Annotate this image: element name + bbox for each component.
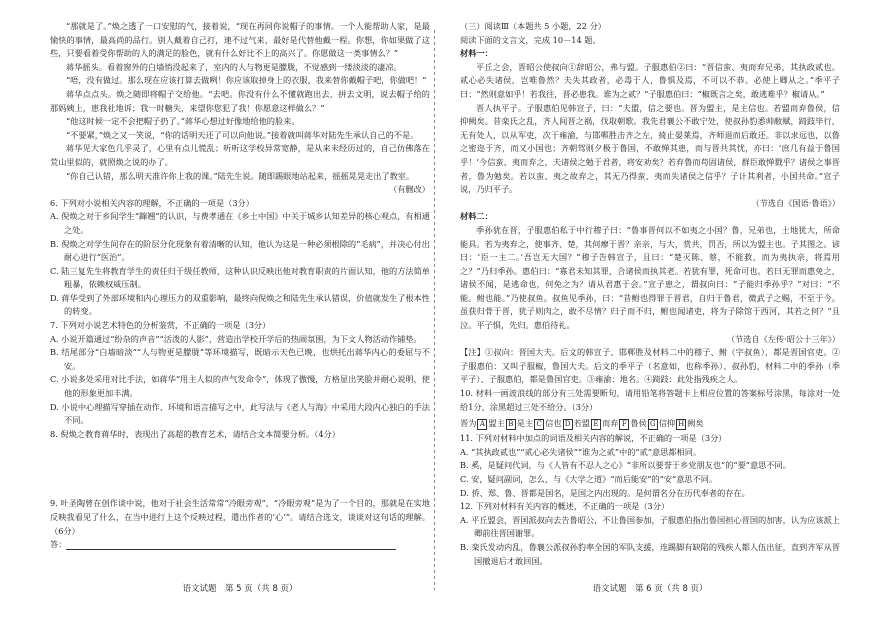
classical-paragraph: 季孙犹在晋，子服惠伯私于中行穆子曰：“鲁事晋何以不如夷之小国？鲁，兄弟也，土地犹大，所命能具。若为夷弃之，使事齐、楚，其何瘳于晋？亲亲，与大，赏共，罚否，所以为盟主也。子其图之。谚曰：‘臣一主二。’吾岂无大国？”穆子告韩宣子，且曰：“楚灭陈、蔡，不能救，而为夷执亲，将焉用之？”乃归季孙。惠伯曰：“寡君未知其罪，合诸侯而执其老。若犹有罪，死命可也。若曰无罪而惠免之，诸侯不闻，是逃命也，何免之为？请从君惠于会。”宣子患之，谓叔向曰：“子能归季孙乎？”对曰：“不能。鲋也能。”乃使叔鱼。叔鱼见季孙，曰：“昔鲋也得罪于晋君，自归于鲁君，微武子之赐，不至于今。虽获归骨于晋，犹子则肉之，敢不尽情？归子而不归，鲋也闻诸吏，将为子除馆于西河，其若之何？”且泣。平子惧，先归。惠伯待礼。 [460,224,840,331]
question-7: 7. 下列对小说艺术特色的分析鉴赏，不正确的一项是（3分） [50,320,271,331]
material-1-source: （节选自《国语·鲁语》） [751,197,840,208]
story-paragraph: 蒋华见大家色几乎灵了，心里有点儿慌乱；听听这学校异常宽静，是从来未经历过的，自己仿佛落在荒山里似的，就照焕之说的办了。 [50,143,430,167]
answer-box[interactable]: H [678,419,685,428]
question-6-options [50,210,430,319]
answer-box[interactable]: B [506,419,516,430]
option: A. 平丘盟会，晋国派叔向去告鲁昭公，不让鲁国参加，子服惠伯指出鲁国担心晋国的加害，认为应该派上卿前往晋国谢罪。 [460,514,840,539]
question-11-options [460,446,840,500]
sentence-fragment: 是主 [516,418,534,429]
question-7-options [50,333,430,428]
question-9: 9. 叶圣陶曾在创作谈中说，他对于社会生活常常“冷眼旁观”，“冷眼旁观”是为了一个目的，那就是在实地反映我看见了什么，在当中进行上这个反映过程，遣出作者的‘心’”。请结合选文，谈谈对这句话的理解。（6分） [50,498,430,536]
page-divider [434,30,435,590]
sentence-fragment: 若盟 [573,418,590,429]
left-page-footer: 语文试题 第 5 页（共 8 页） [182,584,298,594]
option: A. “其执政贰也”“贰心必失诸侯”“谁为之贰”中的“贰”意思都相同。 [460,446,702,457]
answer-label: 答： [50,539,67,550]
answer-box[interactable]: G [648,419,658,430]
story-text [50,20,430,183]
material-1-text [460,61,840,197]
option: A. 小说开篇通过“纷杂的声音”“活泼的人影”，营造出学校开学后的热闹氛围，为下文人物活动作铺垫。 [50,333,422,344]
sentence-fragment: 而弃 [601,418,619,429]
classical-paragraph: 晋人执平子。子服惠伯见韩宣子，曰：“夫盟，信之要也。晋为盟主，是主信也。若盟而弃鲁侯，信抑阙矣。昔栾氏之乱，齐人间晋之祸，伐取朝歌。我先君襄公不敢宁处，使叔孙豹悉帅敝赋，踦跂毕行，无有处人，以从军吏，次于雍渝，与邯郸胜击齐之左，掎止晏莱焉，齐师退而后敢还。非以求远也，以鲁之密迩于齐，而又小国也；齐朝驾则夕极于鲁国，不敢惮其患，而与晋共其忧，亦曰：‘庶几有益于鲁国乎！’今信蛮、夷而弃之，夫诸侯之勉于君者，将安劝矣？若弃鲁而苟固诸侯，群臣敢惮戮乎？诸侯之事晋者，鲁为勉矣。若以蛮、夷之故弃之，其无乃得蛮、夷而失诸侯之信乎？子计其利者，小国共命。”宣子说，乃归平子。 [460,102,840,195]
question-12: 12. 下列对材料有关内容的概述，不正确的一项是（3分） [460,501,670,512]
answer-box[interactable]: E [591,419,601,430]
option: D. 蒋华受到了外部环境和内心理压力的双重影响，最终向倪焕之和陆先生承认错误，价值就发生了根本性的转变。 [50,292,430,317]
option: A. 倪焕之对于乡间学生“蹿翘”的认识，与费孝通在《乡土中国》中关于城乡认知差异的核心观点，有相通之处。 [50,211,430,235]
sentence-fragment: 鲁侯 [630,418,647,429]
option: B. 栾氏发动内乱，鲁襄公派叔孙豹率全国的军队支援，连踢脚有缺陷的残疾人都人伍出征，直到齐军从晋国撤退后才敢回国。 [460,541,840,566]
story-paragraph: “那就是了。”焕之透了一口安慰的气，接着说，“现在再同你说帽子的事情。一个人能帮助人家，是最愉快的事情，最高尚的品行。别人戴着自己打，速不过气来，最好是代替他戴一程。你想，你如果做了这些，只要看着受你帮助的人的满足的脸色，就有什么好比不上的高兴了。你愿做这一类事情么？” [50,21,430,59]
left-page [50,20,430,590]
answer-box[interactable]: C [534,419,544,430]
annotation-note: 【注】①叔向：晋国大夫。后文的韩宣子、邯郸胜及材料二中的穆子、鲋（字叔鱼），都是晋国官吏。②子服惠伯：又叫子服椒，鲁国大夫。后文的季平子（名意如，也称季孙）、叔孙豹，材料二中的季孙（季平子）、子服惠伯，都是鲁国官吏。③雍渝：地名。④踦跂：此处指残疾之人。 [460,347,840,385]
option: D. 侨、郑、鲁、晋都是国名，是国之内出现的。是何谓名分在历代奉者的存在。 [460,487,750,498]
option: C. 小说多处采用对比手法，如蒋华“用主人似的声气发命令”，体现了傲慢，方格显出笑脸并耐心说明，使他的形象更加丰满。 [50,374,430,399]
question-8: 8. 倪焕之教育蒋华时，表现出了高超的教育艺术，请结合文本简要分析。（4分） [50,428,340,439]
answer-box[interactable]: D [563,419,573,430]
question-10: 10. 材料一画波浪线的部分有三处需要断句，请用铅笔将答题卡上相应位置的答案标号涂黑，每涂对一处给1分，涂黑超过三处不给分。（3分） [460,388,840,412]
answer-line [50,538,430,552]
source-note: （有删改） [389,184,430,195]
punctuation-sentence [460,416,840,430]
material-1-title: 材料一： [460,48,493,59]
classical-paragraph: 平丘之会，晋昭公使叔向①辞昭公，弗与盟。子服惠伯②曰：“晋信蛮、夷而弃兄弟，其执政贰也。贰心必失诸侯，岂唯鲁然？夫失其政者，必毒于人，鲁惧及焉，不可以不恭。必使上卿从之。”季平子曰：“然则意如乎！若我往，晋必患我。谁为之贰？”子服惠伯曰：“椒既言之矣，敢逃难乎？椒请从。” [460,61,840,99]
sentence-fragment: 盟主 [488,418,505,429]
story-paragraph: 蒋华点点头。焕之随即将帽子交给他。“去吧。你没有什么不懂就跑出去，拼去文明，说去帽子给的那妈姨上，患我社地诉；我一时糖失，来望你您犯了我！你愿意这样做么？” [50,88,430,113]
sentence-fragment: 信抑 [658,418,676,429]
question-6: 6. 下列对小说相关内容的理解，不正确的一项是（3分） [50,197,254,208]
option: B. 结尾部分“白墙暗淡”“人与物更是朦胧”等环境描写，既暗示天色已晚，也烘托出蒋华内心的委屈与不安。 [50,347,430,371]
story-paragraph: “你自己认错，那么明天准许你上我的课。”陆先生说。随即踢眼地站起来，摇摇晃晃走出了教室。 [66,170,415,181]
right-page-footer: 语文试题 第 6 页（共 8 页） [592,584,708,594]
story-paragraph: “不要紧，”焕之又一笑说，“你的话明天还了可以向他说。”接着就叫蒋华对陆先生承认自己的不是。 [66,129,419,140]
option: B. 奚，是疑问代词，与《人皆有不忍人之心》“非所以要誉于乡党朋友也”的“要”意思不同。 [460,460,791,471]
option: D. 小说中心理描写穿插在动作、环境和语言描写之中，此写法与《老人与海》中采用大段内心独白的手法不同。 [50,401,430,426]
sentence-fragment: 晋为 [460,418,477,429]
material-2-title: 材料二： [460,211,493,222]
material-2-source: （节选自《左传·昭公十三年》） [726,333,840,344]
section-title: （三）阅读Ⅲ（本题共 5 小题，22 分） [460,21,606,31]
answer-box[interactable]: F [619,419,629,430]
sentence-fragment: 阙矣 [687,418,704,429]
story-paragraph: “唔，没有做过。那么现在应该打算去做咧！你应该取掉身上的衣服，我来替你戴帽子吧，你做吧！” [66,75,427,86]
story-paragraph: “他这时候一定不会把帽子扔了。”蒋华心想过好像地给他的脸来。 [66,116,300,127]
material-2-text [460,224,840,333]
question-11: 11. 下列对材料中加点的词语及相关内容的解说，不正确的一项是（3分） [460,433,727,444]
story-paragraph: 蒋华摇头。看着窗外的白墙悄没起来了，室内的人与物更是朦胧，不觉感到一缕淡淡的凄凉。 [66,61,402,72]
question-12-options [460,514,840,568]
answer-box[interactable]: A [477,419,487,430]
right-page [460,20,840,590]
option: C. 安，疑问副词，怎么，与《大学之道》“而后能安”的“安”意思不同。 [460,474,718,484]
sentence-fragment: 信也 [545,418,562,429]
option: C. 陆三复先生将教育学生的责任归于级任教师，这种认识反映出他对教育职责的片面认知，他的方法简单粗暴，依赖权威压制。 [50,265,430,290]
section-instruction: 阅读下面的文言文，完成 10－14 题。 [460,34,601,45]
option: B. 倪焕之对学生间存在的阶层分化现象有着清晰的认知，他认为这是一种必须根除的“毛病”，并决心付出耐心进行“医治”。 [50,238,430,263]
